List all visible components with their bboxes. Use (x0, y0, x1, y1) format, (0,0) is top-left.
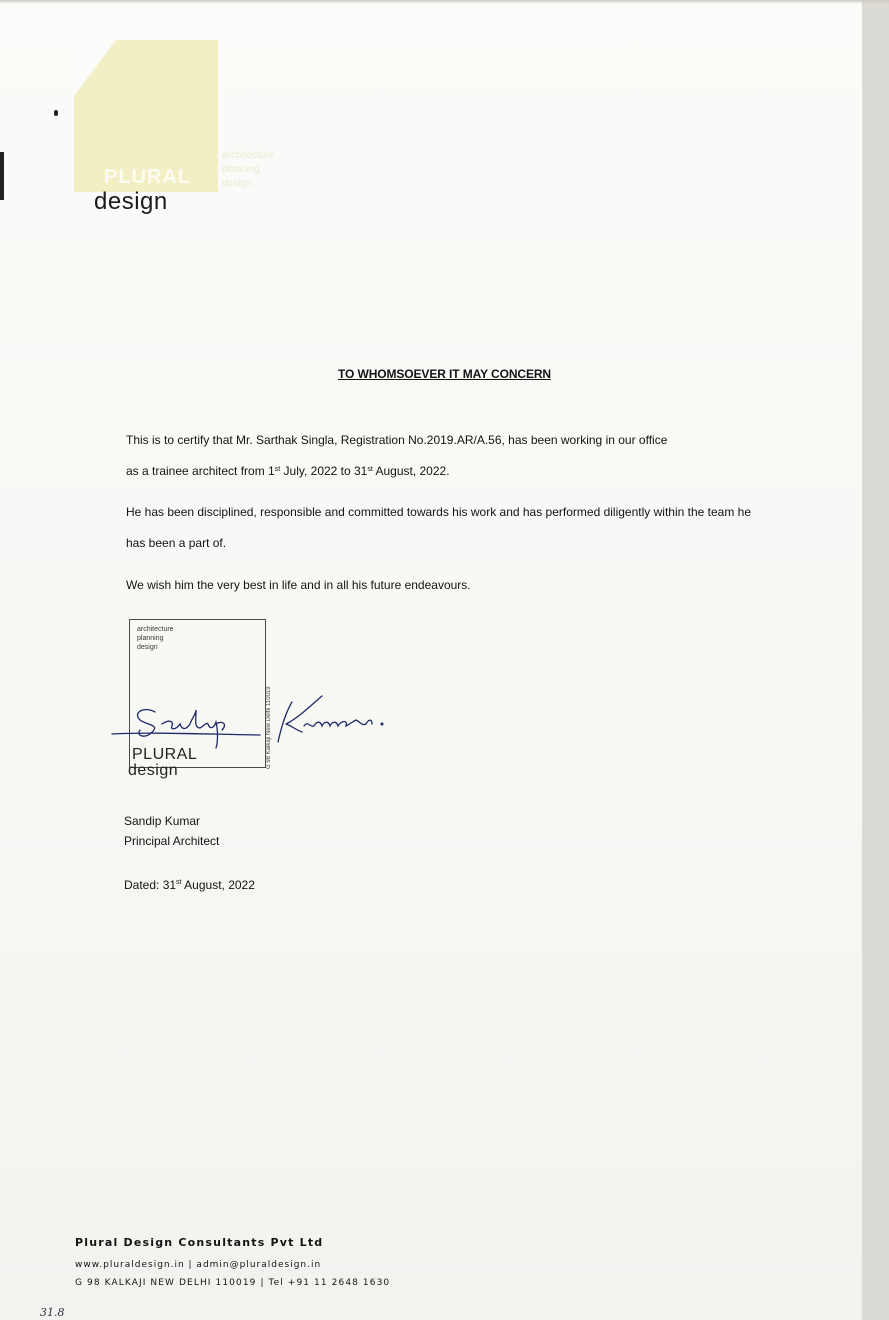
date-prefix: Dated: 31 (124, 878, 177, 892)
logo-tagline-line: planning (222, 164, 260, 175)
stamp-tagline-line: planning (137, 635, 164, 642)
stamp-brand-bottom: design (128, 762, 179, 779)
logo-fold (74, 40, 116, 96)
ordinal-suffix: st (367, 466, 373, 473)
footer-company-name: Plural Design Consultants Pvt Ltd (75, 1236, 324, 1249)
text-fragment: as a trainee architect from 1 (126, 464, 275, 478)
logo-tagline (222, 149, 274, 191)
text-fragment: August, 2022. (372, 464, 450, 478)
signer-title: Principal Architect (124, 834, 220, 848)
top-shadow (0, 0, 889, 4)
ordinal-suffix: st (176, 879, 182, 886)
logo-brand-top: PLURAL (104, 166, 192, 188)
signer-name: Sandip Kumar (124, 814, 201, 828)
stamp-brand-top: PLURAL (132, 746, 198, 763)
text-fragment: July, 2022 to 31 (280, 464, 368, 478)
certification-line-1: This is to certify that Mr. Sarthak Singla, Registration No.2019.AR/A.56, has been working in our office (126, 433, 668, 447)
certification-line-2 (126, 456, 766, 487)
footer-address: G 98 KALKAJI NEW DELHI 110019 | Tel +91 11 2648 1630 (75, 1278, 391, 1288)
handwritten-signature (110, 690, 410, 750)
certification-paragraph (126, 425, 766, 487)
conduct-paragraph: He has been disciplined, responsible and committed towards his work and has performed diligently within the team he has been a part of. (126, 505, 752, 550)
date-suffix: August, 2022 (181, 878, 255, 892)
stamp-tagline-line: architecture (137, 626, 174, 633)
logo-brand-bottom: design (94, 188, 168, 215)
scan-dot (54, 110, 58, 116)
footer-contact: www.pluraldesign.in | admin@pluraldesign.in (75, 1260, 322, 1270)
page-edge (862, 0, 889, 1320)
letter-date (124, 874, 255, 896)
stamp-tagline (137, 625, 174, 652)
letter-title: TO WHOMSOEVER IT MAY CONCERN (337, 367, 551, 381)
stamp-tagline-line: design (137, 644, 158, 651)
logo-tagline-line: architecture (222, 150, 275, 161)
wishes-paragraph: We wish him the very best in life and in all his future endeavours. (126, 578, 471, 592)
ordinal-suffix: st (274, 466, 281, 473)
scan-mark (0, 152, 4, 200)
handwritten-margin-note: 31.8 (40, 1306, 65, 1319)
stamp-address: G 98 Kalkaji New Delhi 110019 (266, 686, 272, 769)
logo-tagline-line: design (222, 178, 252, 189)
